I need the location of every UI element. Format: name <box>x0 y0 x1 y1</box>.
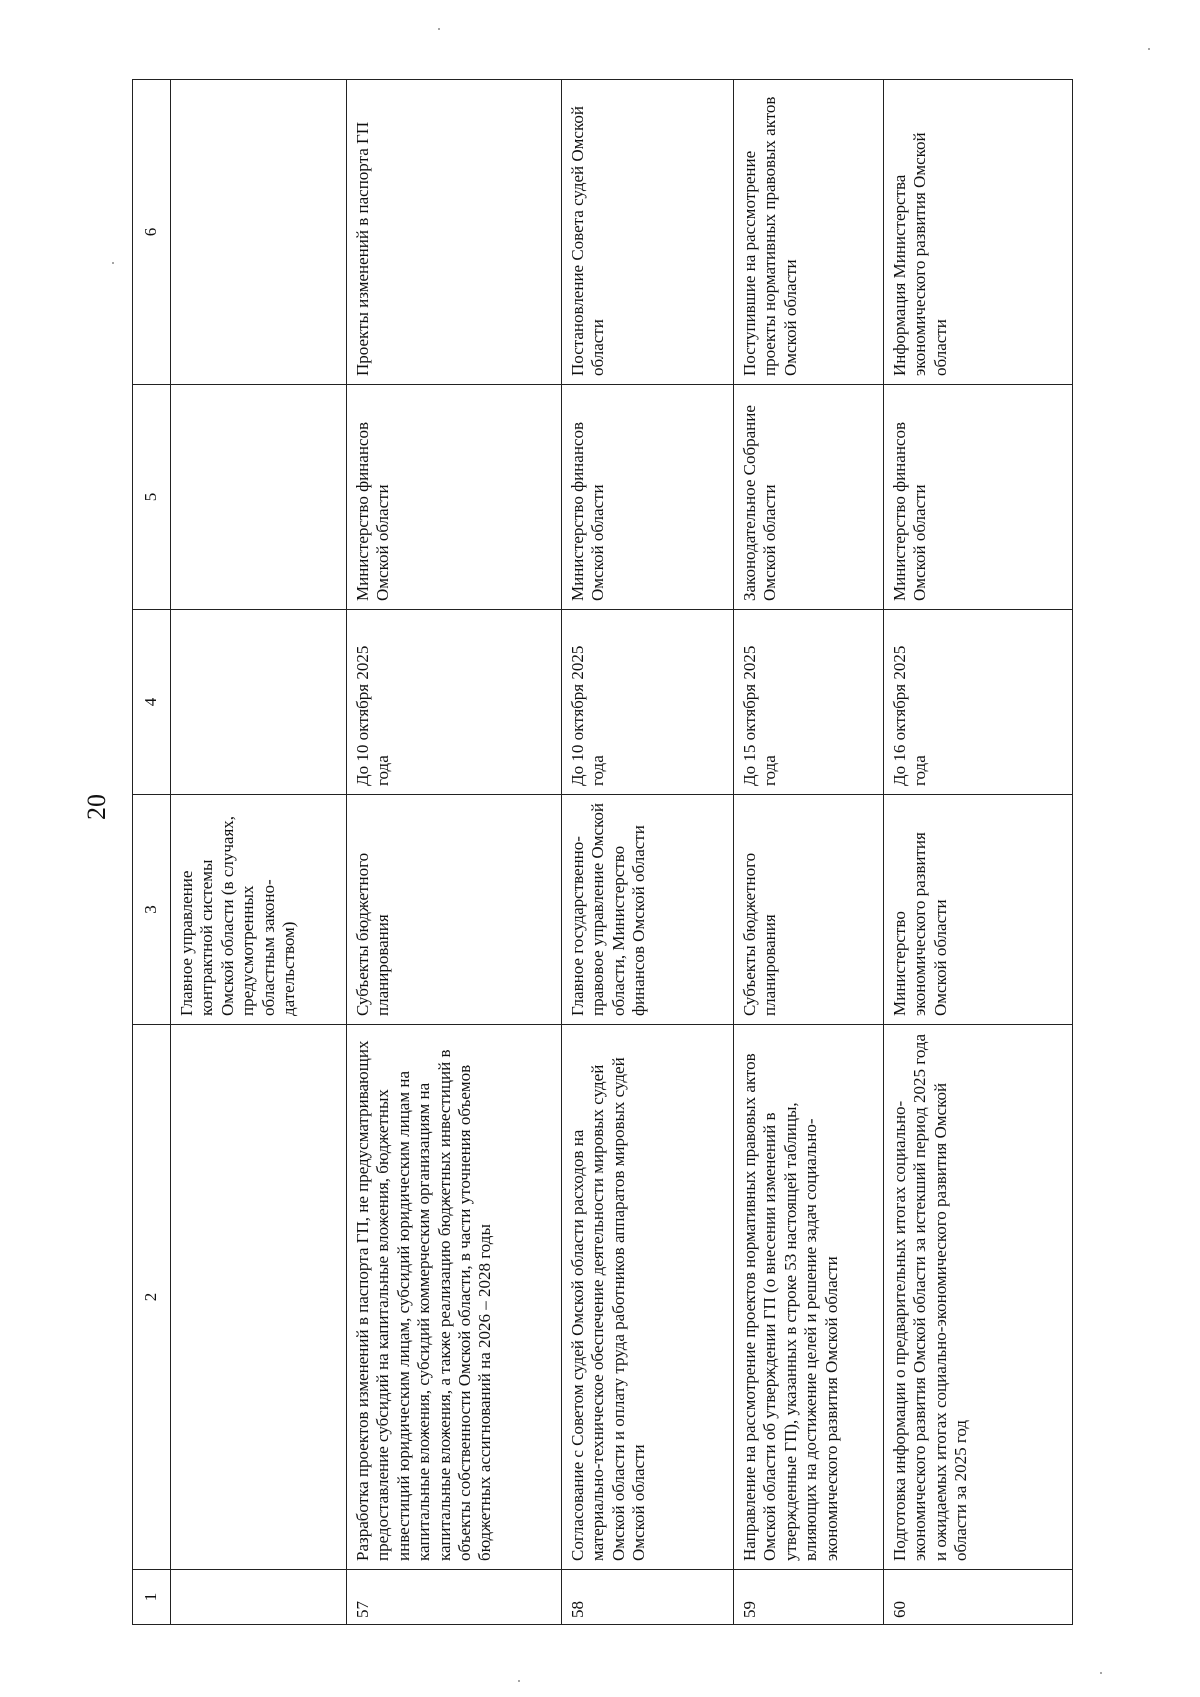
scan-speck <box>1148 48 1150 50</box>
cell-executor: Главное государственно-правовое управление Омской области, Министерство финансов Омской области <box>562 795 734 1025</box>
rotated-table-container <box>132 80 1072 1625</box>
cell-action: Направление на рассмотрение проектов нормативных правовых актов Омской области об утверждении ГП (о внесении изменений в утвержденные ГП), указанных в строке 53 настоящей таблицы, влияющих на достижение целей и решение задач социально-экономического развития Омской области <box>734 1025 884 1570</box>
cell-num: 58 <box>562 1570 734 1625</box>
col-header-3: 3 <box>133 795 171 1025</box>
cell-result: Проекты изменений в паспорта ГП <box>347 80 562 385</box>
page-number: 20 <box>82 794 111 820</box>
cell-recipient: Министерство финансов Омской области <box>347 385 562 610</box>
cell-result <box>171 80 347 385</box>
cell-num: 60 <box>884 1570 1073 1625</box>
col-header-4: 4 <box>133 610 171 795</box>
cell-num: 59 <box>734 1570 884 1625</box>
plan-table <box>132 79 1073 1625</box>
cell-deadline: До 10 октября 2025 года <box>562 610 734 795</box>
cell-result: Постановление Совета судей Омской области <box>562 80 734 385</box>
scan-speck <box>438 28 440 30</box>
cell-result: Информация Министерства экономического развития Омской области <box>884 80 1073 385</box>
cell-deadline: До 10 октября 2025 года <box>347 610 562 795</box>
cell-num <box>171 1570 347 1625</box>
cell-executor: Министерство экономического развития Омской области <box>884 795 1073 1025</box>
cell-action: Согласование с Советом судей Омской области расходов на материально-техническое обеспечение деятельности мировых судей Омской области и оплату труда работников аппаратов мировых судей Омской области <box>562 1025 734 1570</box>
cell-deadline: До 15 октября 2025 года <box>734 610 884 795</box>
scan-speck <box>112 262 114 264</box>
col-header-5: 5 <box>133 385 171 610</box>
scan-speck <box>518 1680 520 1682</box>
cell-deadline: До 16 октября 2025 года <box>884 610 1073 795</box>
col-header-6: 6 <box>133 80 171 385</box>
header-row <box>133 80 171 1625</box>
cell-recipient: Министерство финансов Омской области <box>884 385 1073 610</box>
cell-action: Разработка проектов изменений в паспорта ГП, не предусматривающих предоставление субсидий на капитальные вложения, бюджетных инвестиций юридическим лицам, субсидий юридическим лицам на капитальные вложения, субсидий коммерческим организациям на капитальные вложения, а также реализацию бюджетных инвестиций в объекты собственности Омской области, в части уточнения объемов бюджетных ассигнований на 2026 – 2028 годы <box>347 1025 562 1570</box>
cell-recipient: Министерство финансов Омской области <box>562 385 734 610</box>
cell-action: Подготовка информации о предварительных итогах социально-экономического развития Омской области за истекший период 2025 года и ожидаемых итогах социально-экономического развития Омской области за 2025 год <box>884 1025 1073 1570</box>
table-row <box>884 80 1073 1625</box>
cell-recipient <box>171 385 347 610</box>
table-row <box>347 80 562 1625</box>
scan-speck <box>1100 1672 1102 1674</box>
table-row <box>562 80 734 1625</box>
table-row <box>734 80 884 1625</box>
cell-recipient: Законодательное Собрание Омской области <box>734 385 884 610</box>
cell-deadline <box>171 610 347 795</box>
cell-executor: Субъекты бюджетного планирования <box>347 795 562 1025</box>
col-header-2: 2 <box>133 1025 171 1570</box>
table-row-continuation <box>171 80 347 1625</box>
cell-executor: Главное управление контрактной системы Омской области (в случаях, предусмотренных областным законо-дательством) <box>171 795 347 1025</box>
cell-action <box>171 1025 347 1570</box>
cell-executor: Субъекты бюджетного планирования <box>734 795 884 1025</box>
cell-num: 57 <box>347 1570 562 1625</box>
cell-result: Поступившие на рассмотрение проекты нормативных правовых актов Омской области <box>734 80 884 385</box>
col-header-1: 1 <box>133 1570 171 1625</box>
